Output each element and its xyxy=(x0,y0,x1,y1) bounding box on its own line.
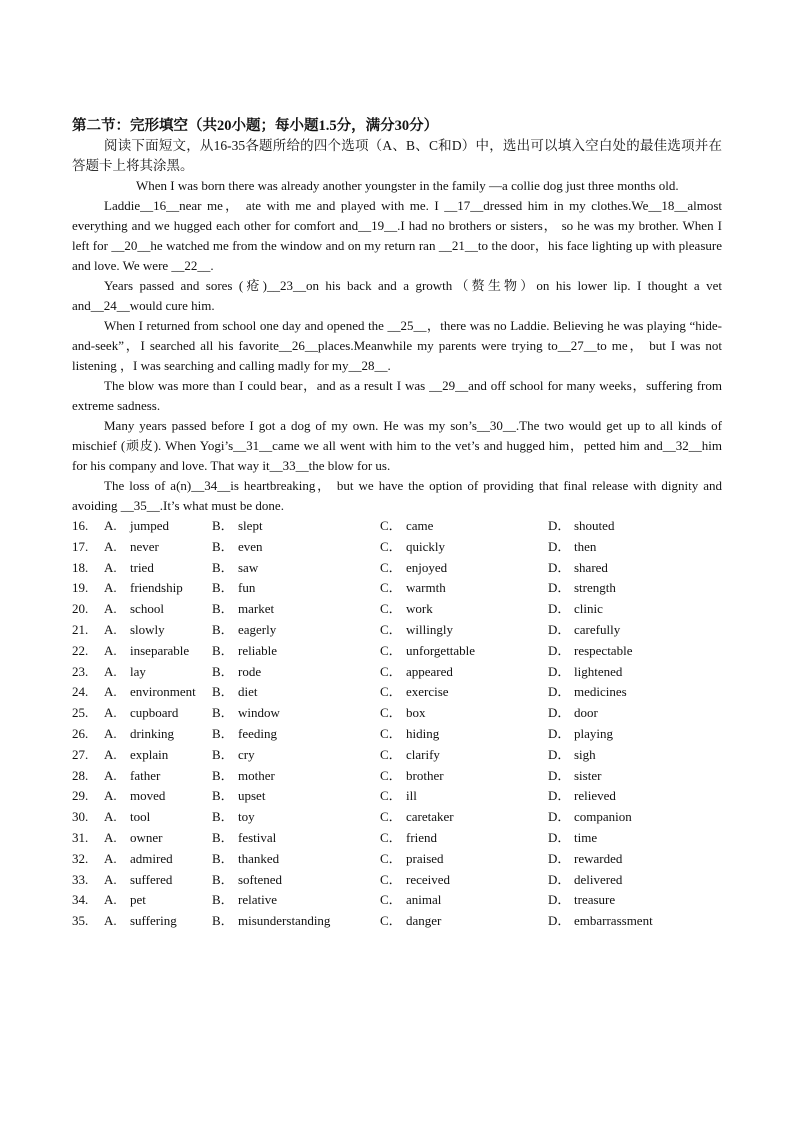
option-a xyxy=(104,849,212,870)
option-text: then xyxy=(574,538,597,554)
option-letter: C． xyxy=(380,913,402,929)
question-number: 16. xyxy=(72,518,89,533)
option-a xyxy=(104,766,212,787)
question-row xyxy=(72,537,722,558)
question-number: 26. xyxy=(72,725,89,741)
option-text: delivered xyxy=(574,871,623,887)
option-text: strength xyxy=(574,580,616,596)
option-text: warmth xyxy=(406,580,446,596)
question-row xyxy=(72,890,722,911)
option-text: never xyxy=(130,538,159,554)
option-text: relative xyxy=(238,892,277,908)
option-text: diet xyxy=(238,684,258,700)
question-number: 25. xyxy=(72,705,89,721)
option-c xyxy=(380,578,548,599)
question-row xyxy=(72,703,722,724)
option-c xyxy=(380,890,548,911)
option-a xyxy=(104,745,212,766)
option-letter: C． xyxy=(380,829,402,845)
option-text: embarrassment xyxy=(574,913,653,929)
option-letter: C． xyxy=(380,642,402,658)
question-row xyxy=(72,578,722,599)
option-c xyxy=(380,724,548,745)
question-number: 21. xyxy=(72,621,89,637)
option-d xyxy=(548,745,708,766)
question-number: 19. xyxy=(72,580,89,596)
option-b xyxy=(212,870,380,891)
option-text: work xyxy=(406,601,433,617)
option-letter: C． xyxy=(380,663,402,679)
option-letter: D． xyxy=(548,705,571,721)
option-text: misunderstanding xyxy=(238,913,331,929)
option-b xyxy=(212,911,380,932)
option-text: sister xyxy=(574,767,602,783)
option-b xyxy=(212,828,380,849)
option-text: father xyxy=(130,767,161,783)
option-text: medicines xyxy=(574,684,627,700)
option-c xyxy=(380,786,548,807)
option-letter: C． xyxy=(380,601,402,617)
option-text: cry xyxy=(238,746,255,762)
option-letter: A. xyxy=(104,580,117,596)
option-c xyxy=(380,766,548,787)
option-letter: A. xyxy=(104,809,117,825)
option-text: mother xyxy=(238,767,275,783)
option-b xyxy=(212,786,380,807)
option-text: sigh xyxy=(574,746,596,762)
option-text: feeding xyxy=(238,725,277,741)
option-text: pet xyxy=(130,892,146,908)
question-number: 28. xyxy=(72,767,89,783)
option-letter: B． xyxy=(212,538,234,554)
option-c xyxy=(380,662,548,683)
option-text: animal xyxy=(406,892,442,908)
option-text: lay xyxy=(130,663,146,679)
option-letter: D． xyxy=(548,746,571,762)
passage-paragraph: Laddie__16__near me， ate with me and played with me. I __17__dressed him in my clothes.We__18__almost everything and we hugged each other for comfort and__19__.I had no brothers or sisters， so he was my brother. When I left for __20__he watched me from the window and on my return ran __21__to the door，his face lighting up with pleasure and love. We were __22__. xyxy=(72,198,722,273)
question-number: 20. xyxy=(72,601,89,617)
option-letter: C． xyxy=(380,559,402,575)
option-b xyxy=(212,516,380,537)
option-letter: C． xyxy=(380,518,402,533)
option-letter: A. xyxy=(104,829,117,845)
option-text: slowly xyxy=(130,621,165,637)
option-c xyxy=(380,849,548,870)
option-letter: B． xyxy=(212,559,234,575)
option-text: suffering xyxy=(130,913,177,929)
passage-paragraph: Years passed and sores (疮)__23__on his back and a growth（赘生物）on his lower lip. I thought a vet and__24__would cure him. xyxy=(72,278,722,313)
option-text: danger xyxy=(406,913,442,929)
question-row xyxy=(72,641,722,662)
option-letter: A. xyxy=(104,788,117,804)
option-letter: A. xyxy=(104,746,117,762)
option-letter: D． xyxy=(548,892,571,908)
option-letter: D． xyxy=(548,518,571,533)
option-letter: C． xyxy=(380,871,402,887)
option-letter: B． xyxy=(212,705,234,721)
option-text: inseparable xyxy=(130,642,190,658)
option-letter: A. xyxy=(104,642,117,658)
option-d xyxy=(548,516,708,537)
question-number: 22. xyxy=(72,642,89,658)
option-b xyxy=(212,849,380,870)
option-d xyxy=(548,578,708,599)
option-letter: B． xyxy=(212,684,234,700)
option-a xyxy=(104,641,212,662)
question-row xyxy=(72,558,722,579)
option-letter: B． xyxy=(212,892,234,908)
option-letter: D． xyxy=(548,725,571,741)
option-text: softened xyxy=(238,871,283,887)
option-letter: B． xyxy=(212,809,234,825)
option-letter: B． xyxy=(212,518,234,533)
option-letter: D． xyxy=(548,767,571,783)
option-text: brother xyxy=(406,767,444,783)
option-d xyxy=(548,911,708,932)
option-letter: A. xyxy=(104,518,117,533)
options-list xyxy=(72,516,722,932)
option-c xyxy=(380,599,548,620)
option-letter: B． xyxy=(212,725,234,741)
option-c xyxy=(380,641,548,662)
option-text: tried xyxy=(130,559,154,575)
option-text: unforgettable xyxy=(406,642,476,658)
option-d xyxy=(548,641,708,662)
option-letter: B． xyxy=(212,767,234,783)
question-row xyxy=(72,870,722,891)
option-b xyxy=(212,537,380,558)
option-text: treasure xyxy=(574,892,616,908)
option-b xyxy=(212,890,380,911)
option-d xyxy=(548,828,708,849)
passage-paragraph: The blow was more than I could bear，and as a result I was __29__and off school for many weeks，suffering from extreme sadness. xyxy=(72,378,722,413)
option-letter: C． xyxy=(380,580,402,596)
question-row xyxy=(72,516,722,537)
option-b xyxy=(212,662,380,683)
option-text: received xyxy=(406,871,451,887)
option-letter: A. xyxy=(104,538,117,554)
option-text: upset xyxy=(238,788,266,804)
option-a xyxy=(104,516,212,537)
option-letter: B． xyxy=(212,621,234,637)
option-letter: D． xyxy=(548,850,571,866)
option-c xyxy=(380,537,548,558)
option-text: companion xyxy=(574,809,632,825)
question-row xyxy=(72,599,722,620)
option-letter: B． xyxy=(212,850,234,866)
option-text: explain xyxy=(130,746,169,762)
option-text: drinking xyxy=(130,725,175,741)
option-text: cupboard xyxy=(130,705,179,721)
option-letter: D． xyxy=(548,788,571,804)
option-text: exercise xyxy=(406,684,449,700)
option-letter: B． xyxy=(212,829,234,845)
option-letter: D． xyxy=(548,601,571,617)
passage xyxy=(72,176,722,516)
option-text: environment xyxy=(130,684,196,700)
option-letter: D． xyxy=(548,684,571,700)
option-c xyxy=(380,745,548,766)
question-number: 31. xyxy=(72,829,89,845)
option-letter: C． xyxy=(380,850,402,866)
option-b xyxy=(212,724,380,745)
option-text: market xyxy=(238,601,275,617)
option-letter: A. xyxy=(104,725,117,741)
option-text: carefully xyxy=(574,621,621,637)
option-text: tool xyxy=(130,809,151,825)
option-d xyxy=(548,703,708,724)
question-row xyxy=(72,807,722,828)
option-b xyxy=(212,703,380,724)
option-letter: A. xyxy=(104,767,117,783)
option-text: quickly xyxy=(406,538,445,554)
option-letter: C． xyxy=(380,538,402,554)
option-letter: C． xyxy=(380,788,402,804)
option-letter: C． xyxy=(380,746,402,762)
question-number: 32. xyxy=(72,850,89,866)
option-d xyxy=(548,870,708,891)
question-number: 24. xyxy=(72,684,89,700)
option-d xyxy=(548,766,708,787)
option-c xyxy=(380,682,548,703)
option-text: festival xyxy=(238,829,277,845)
option-text: rode xyxy=(238,663,262,679)
option-a xyxy=(104,890,212,911)
option-d xyxy=(548,786,708,807)
option-a xyxy=(104,807,212,828)
question-row xyxy=(72,620,722,641)
question-row xyxy=(72,786,722,807)
option-c xyxy=(380,911,548,932)
question-row xyxy=(72,682,722,703)
option-text: saw xyxy=(238,559,259,575)
option-letter: C． xyxy=(380,767,402,783)
option-text: clinic xyxy=(574,601,603,617)
option-letter: D． xyxy=(548,829,571,845)
option-c xyxy=(380,828,548,849)
option-text: even xyxy=(238,538,263,554)
option-letter: C． xyxy=(380,725,402,741)
option-d xyxy=(548,620,708,641)
option-letter: A. xyxy=(104,913,117,929)
question-row xyxy=(72,724,722,745)
option-text: toy xyxy=(238,809,255,825)
option-text: appeared xyxy=(406,663,453,679)
option-text: time xyxy=(574,829,598,845)
question-number: 33. xyxy=(72,871,89,887)
option-b xyxy=(212,766,380,787)
option-a xyxy=(104,870,212,891)
option-text: relieved xyxy=(574,788,616,804)
option-letter: B． xyxy=(212,871,234,887)
option-letter: C． xyxy=(380,621,402,637)
option-d xyxy=(548,890,708,911)
option-letter: A. xyxy=(104,892,117,908)
option-letter: C． xyxy=(380,809,402,825)
passage-paragraph: When I was born there was already another youngster in the family —a collie dog just three months old. xyxy=(136,178,679,193)
option-letter: B． xyxy=(212,663,234,679)
passage-paragraph: When I returned from school one day and opened the __25__，there was no Laddie. Believing he was playing “hide-and-seek”，I searched all his favorite__26__places.Meanwhile my parents were trying to__27__to me， but I was not listening ，I was searching and calling madly for my__28__. xyxy=(72,318,722,373)
option-text: jumped xyxy=(130,518,169,533)
question-number: 30. xyxy=(72,809,89,825)
option-text: eagerly xyxy=(238,621,277,637)
option-letter: B． xyxy=(212,746,234,762)
option-letter: D． xyxy=(548,559,571,575)
option-letter: C． xyxy=(380,892,402,908)
option-letter: D． xyxy=(548,913,571,929)
option-text: shared xyxy=(574,559,608,575)
option-text: friend xyxy=(406,829,438,845)
option-letter: C． xyxy=(380,684,402,700)
option-b xyxy=(212,641,380,662)
option-letter: D． xyxy=(548,621,571,637)
option-c xyxy=(380,870,548,891)
option-letter: A. xyxy=(104,850,117,866)
section-title: 第二节：完形填空（共20小题；每小题1.5分，满分30分） xyxy=(72,118,439,134)
question-row xyxy=(72,766,722,787)
option-a xyxy=(104,537,212,558)
option-letter: C． xyxy=(380,705,402,721)
option-text: school xyxy=(130,601,164,617)
option-b xyxy=(212,578,380,599)
option-a xyxy=(104,558,212,579)
option-text: owner xyxy=(130,829,163,845)
option-a xyxy=(104,662,212,683)
option-letter: A. xyxy=(104,684,117,700)
option-a xyxy=(104,911,212,932)
option-text: clarify xyxy=(406,746,440,762)
option-text: shouted xyxy=(574,518,615,533)
option-letter: B． xyxy=(212,601,234,617)
question-row xyxy=(72,662,722,683)
option-letter: B． xyxy=(212,788,234,804)
option-text: enjoyed xyxy=(406,559,448,575)
option-letter: A. xyxy=(104,601,117,617)
option-text: caretaker xyxy=(406,809,454,825)
option-text: door xyxy=(574,705,598,721)
option-text: thanked xyxy=(238,850,280,866)
option-d xyxy=(548,662,708,683)
option-text: willingly xyxy=(406,621,453,637)
option-letter: A. xyxy=(104,663,117,679)
question-number: 34. xyxy=(72,892,89,908)
option-a xyxy=(104,703,212,724)
option-a xyxy=(104,620,212,641)
option-b xyxy=(212,620,380,641)
passage-paragraph: The loss of a(n)__34__is heartbreaking， but we have the option of providing that final release with dignity and avoiding __35__.It’s what must be done. xyxy=(72,478,722,513)
option-d xyxy=(548,558,708,579)
question-number: 18. xyxy=(72,559,89,575)
option-text: suffered xyxy=(130,871,173,887)
option-c xyxy=(380,703,548,724)
option-a xyxy=(104,682,212,703)
option-text: slept xyxy=(238,518,263,533)
option-a xyxy=(104,828,212,849)
option-letter: D． xyxy=(548,871,571,887)
option-b xyxy=(212,807,380,828)
option-letter: A. xyxy=(104,621,117,637)
option-text: rewarded xyxy=(574,850,623,866)
option-letter: D． xyxy=(548,663,571,679)
option-text: playing xyxy=(574,725,613,741)
option-letter: D． xyxy=(548,538,571,554)
option-a xyxy=(104,599,212,620)
option-text: praised xyxy=(406,850,444,866)
question-number: 17. xyxy=(72,538,89,554)
option-c xyxy=(380,558,548,579)
option-c xyxy=(380,620,548,641)
option-text: lightened xyxy=(574,663,623,679)
option-text: friendship xyxy=(130,580,183,596)
option-a xyxy=(104,786,212,807)
option-text: hiding xyxy=(406,725,440,741)
option-text: window xyxy=(238,705,280,721)
cloze-section xyxy=(72,116,722,932)
option-text: respectable xyxy=(574,642,633,658)
option-d xyxy=(548,724,708,745)
question-number: 35. xyxy=(72,913,89,929)
option-d xyxy=(548,537,708,558)
option-b xyxy=(212,558,380,579)
instructions: 阅读下面短文，从16-35各题所给的四个选项（A、B、C和D）中，选出可以填入空白处的最佳选项并在答题卡上将其涂黑。 xyxy=(72,138,722,173)
option-d xyxy=(548,849,708,870)
option-text: moved xyxy=(130,788,166,804)
option-text: box xyxy=(406,705,426,721)
option-letter: A. xyxy=(104,871,117,887)
option-d xyxy=(548,807,708,828)
question-number: 29. xyxy=(72,788,89,804)
option-letter: D． xyxy=(548,809,571,825)
option-letter: B． xyxy=(212,913,234,929)
option-text: admired xyxy=(130,850,173,866)
question-row xyxy=(72,849,722,870)
option-text: ill xyxy=(406,788,417,804)
option-d xyxy=(548,599,708,620)
option-text: came xyxy=(406,518,434,533)
option-b xyxy=(212,682,380,703)
passage-paragraph: Many years passed before I got a dog of my own. He was my son’s__30__.The two would get up to all kinds of mischief (顽皮). When Yogi’s__31__came we all went with him to the vet’s and hugged him，petted him and__32__him for his company and love. That way it__33__the blow for us. xyxy=(72,418,722,473)
option-d xyxy=(548,682,708,703)
option-c xyxy=(380,516,548,537)
option-b xyxy=(212,745,380,766)
option-letter: B． xyxy=(212,642,234,658)
option-a xyxy=(104,724,212,745)
option-a xyxy=(104,578,212,599)
option-letter: B． xyxy=(212,580,234,596)
option-letter: A. xyxy=(104,705,117,721)
option-letter: A. xyxy=(104,559,117,575)
question-row xyxy=(72,745,722,766)
question-number: 27. xyxy=(72,746,89,762)
option-text: reliable xyxy=(238,642,277,658)
question-row xyxy=(72,828,722,849)
option-c xyxy=(380,807,548,828)
option-letter: D． xyxy=(548,580,571,596)
option-text: fun xyxy=(238,580,256,596)
option-letter: D． xyxy=(548,642,571,658)
question-row xyxy=(72,911,722,932)
question-number: 23. xyxy=(72,663,89,679)
option-b xyxy=(212,599,380,620)
